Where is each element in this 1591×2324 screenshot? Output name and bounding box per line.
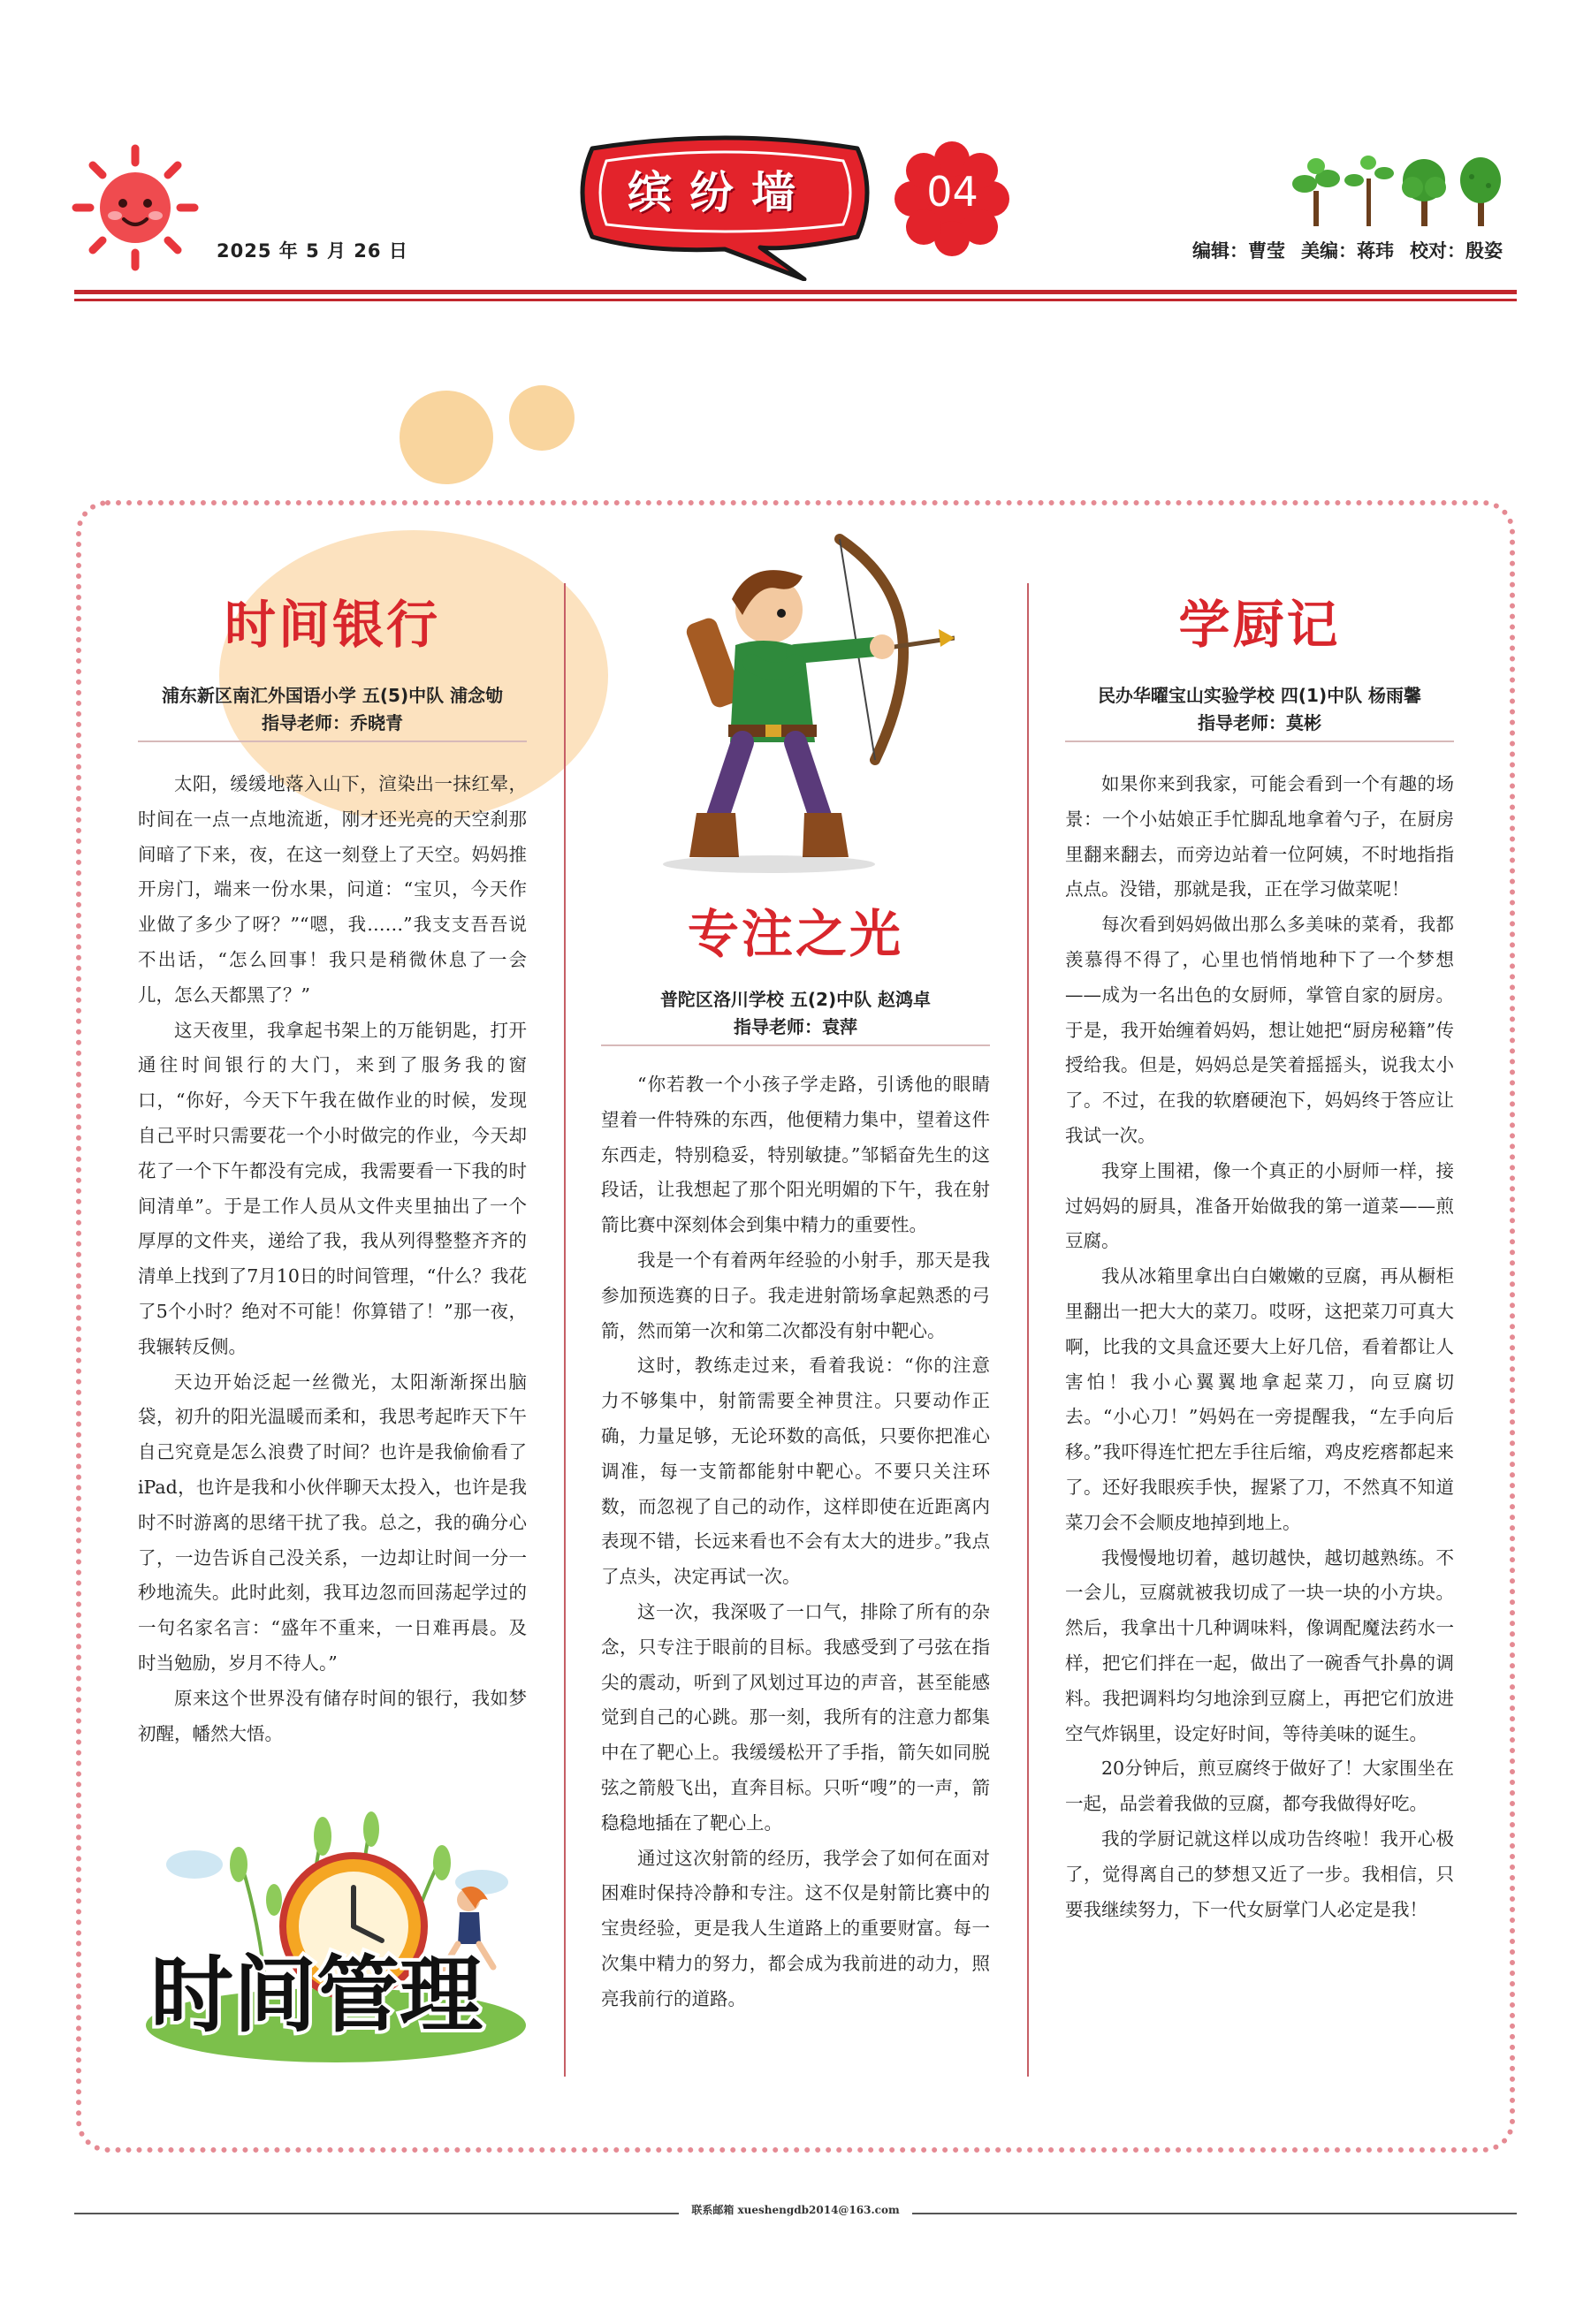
paragraph: 这天夜里，我拿起书架上的万能钥匙，打开通往时间银行的大门，来到了服务我的窗口，“你好，今天下午我在做作业的时候，发现自己平时只需要花一个小时做完的作业，今天却花了一个下午都没有完成，我需要看一下我的时间清单”。于是工作人员从文件夹里抽出了一个厚厚的文件夹，递给了我，我从列得整整齐齐的清单上找到了7月10日的时间管理，“什么？我花了5个小时？绝对不可能！你算错了！”那一夜，我辗转反侧。 (138, 1019, 527, 1357)
paragraph: 我从冰箱里拿出白白嫩嫩的豆腐，再从橱柜里翻出一把大大的菜刀。哎呀，这把菜刀可真大啊，比我的文具盒还要大上好几倍，看着都让人害怕！我小心翼翼地拿起菜刀，向豆腐切去。“小心刀！”妈妈在一旁提醒我，“左手向后移。”我吓得连忙把左手往后缩，鸡皮疙瘩都起来了。还好我眼疾手快，握紧了刀，不然真不知道菜刀会不会顺皮地掉到地上。 (1065, 1265, 1454, 1533)
issue-date: 2025 年 5 月 26 日 (217, 240, 408, 262)
paragraph: 原来这个世界没有储存时间的银行，我如梦初醒，幡然大悟。 (138, 1687, 527, 1744)
article-learning-to-cook (1065, 583, 1454, 1927)
article-body (138, 767, 527, 1751)
article-body (601, 1067, 990, 2017)
art-editor-credit: 美编：蒋玮 (1301, 240, 1394, 262)
paragraph: “你若教一个小孩子学走路，引诱他的眼睛望着一件特殊的东西，他便精力集中，望着这件东西走，特别稳妥，特别敏捷。”邹韬奋先生的这段话，让我想起了那个阳光明媚的下午，我在射箭比赛中深刻体会到集中精力的重要性。 (601, 1074, 990, 1236)
article-body (1065, 767, 1454, 1927)
article-time-bank (138, 583, 527, 1751)
paragraph: 这时，教练走过来，看着我说：“你的注意力不够集中，射箭需要全神贯注。只要动作正确，力量足够，无论环数的高低，只要你把准心调准，每一支箭都能射中靶心。不要只关注环数，而忽视了自己的动作，这样即使在近距离内表现不错，长远来看也不会有太大的进步。”我点了点头，决定再试一次。 (601, 1355, 990, 1588)
paragraph: 我是一个有着两年经验的小射手，那天是我参加预选赛的日子。我走进射箭场拿起熟悉的弓箭，然而第一次和第二次都没有射中靶心。 (601, 1249, 990, 1341)
section-title: 缤纷墙 (628, 166, 813, 218)
column-divider-2 (1027, 583, 1029, 2077)
article-author: 普陀区洛川学校 五(2)中队 赵鸿卓 (659, 989, 932, 1010)
trees-illustration (1290, 152, 1511, 230)
article-headline: 专注之光 (687, 904, 903, 964)
article-teacher: 指导老师：莫彬 (1198, 712, 1321, 733)
paragraph: 天边开始泛起一丝微光，太阳渐渐探出脑袋，初升的阳光温暖而柔和，我思考起昨天下午自己究竟是怎么浪费了时间？也许是我偷偷看了iPad，也许是我和小伙伴聊天太投入，也许是我时不时游离的思绪干扰了我。总之，我的确分心了，一边告诉自己没关系，一边却让时间一分一秒地流失。此时此刻，我耳边忽而回荡起学过的一句名家名言：“盛年不重来，一日难再晨。及时当勉励，岁月不待人。” (138, 1371, 527, 1674)
staff-credits (1176, 237, 1503, 263)
article-teacher: 指导老师：乔晓青 (262, 712, 403, 733)
article-author: 民办华曜宝山实验学校 四(1)中队 杨雨馨 (1097, 685, 1422, 706)
proofreader-credit: 校对：殷姿 (1410, 240, 1503, 262)
paragraph: 如果你来到我家，可能会看到一个有趣的场景：一个小姑娘正手忙脚乱地拿着勺子，在厨房里翻来翻去，而旁边站着一位阿姨，不时地指指点点。没错，那就是我，正在学习做菜呢！ (1065, 773, 1454, 900)
header-rule-thin (74, 299, 1517, 301)
header-rule-thick (74, 290, 1517, 294)
paragraph: 太阳，缓缓地落入山下，渲染出一抹红晕，时间在一点一点地流逝，刚才还光亮的天空刹那间暗了下来，夜，在这一刻登上了天空。妈妈推开房门，端来一份水果，问道：“宝贝，今天作业做了多少了呀？”“嗯，我……”我支支吾吾说不出话，“怎么回事！我只是稍微休息了一会儿，怎么天都黑了？” (138, 773, 527, 1006)
paragraph: 我慢慢地切着，越切越快，越切越熟练。不一会儿，豆腐就被我切成了一块一块的小方块。然后，我拿出十几种调味料，像调配魔法药水一样，把它们拌在一起，做出了一碗香气扑鼻的调料。我把调料均匀地涂到豆腐上，再把它们放进空气炸锅里，设定好时间，等待美味的诞生。 (1065, 1546, 1454, 1744)
contact-email: 联系邮箱 xueshengdb2014@163.com (679, 2204, 911, 2216)
article-light-of-focus (601, 892, 990, 2017)
footer (0, 2200, 1591, 2217)
article-headline: 时间银行 (224, 595, 440, 655)
paragraph: 通过这次射箭的经历，我学会了如何在面对困难时保持冷静和专注。这不仅是射箭比赛中的宝贵经验，更是我人生道路上的重要财富。每一次集中精力的努力，都会成为我前进的动力，照亮我前行的道路。 (601, 1847, 990, 2009)
paragraph: 20分钟后，煎豆腐终于做好了！大家围坐在一起，品尝着我做的豆腐，都夸我做得好吃。 (1065, 1758, 1454, 1815)
decor-circle-small (509, 385, 575, 451)
paragraph: 我的学厨记就这样以成功告终啦！我开心极了，觉得离自己的梦想又近了一步。我相信，只要我继续努力，下一代女厨掌门人必定是我！ (1065, 1827, 1454, 1920)
page-number: 04 (926, 168, 978, 216)
article-headline: 学厨记 (1178, 595, 1341, 655)
archer-illustration (654, 530, 955, 884)
sun-illustration (69, 141, 202, 274)
time-management-label: 时间管理 (150, 1948, 483, 2044)
paragraph: 我穿上围裙，像一个真正的小厨师一样，接过妈妈的厨具，准备开始做我的第一道菜——煎豆腐。 (1065, 1159, 1454, 1252)
paragraph: 这一次，我深吸了一口气，排除了所有的杂念，只专注于眼前的目标。我感受到了弓弦在指尖的震动，听到了风划过耳边的声音，甚至能感觉到自己的心跳。那一刻，我所有的注意力都集中在了靶心上。我缓缓松开了手指，箭矢如同脱弦之箭般飞出，直奔目标。只听“嗖”的一声，箭稳稳地插在了靶心上。 (601, 1600, 990, 1834)
decor-circle-large (400, 391, 493, 484)
paragraph: 每次看到妈妈做出那么多美味的菜肴，我都羡慕得不得了，心里也悄悄地种下了一个梦想——成为一名出色的女厨师，掌管自家的厨房。于是，我开始缠着妈妈，想让她把“厨房秘籍”传授给我。但是，妈妈总是笑着摇摇头，说我太小了。不过，在我的软磨硬泡下，妈妈终于答应让我试一次。 (1065, 914, 1454, 1146)
time-management-illustration (133, 1803, 539, 2068)
editor-credit: 编辑：曹莹 (1192, 240, 1285, 262)
column-divider-1 (564, 583, 566, 2077)
article-author: 浦东新区南汇外国语小学 五(5)中队 浦念劬 (161, 685, 504, 706)
article-teacher: 指导老师：袁萍 (734, 1016, 857, 1037)
